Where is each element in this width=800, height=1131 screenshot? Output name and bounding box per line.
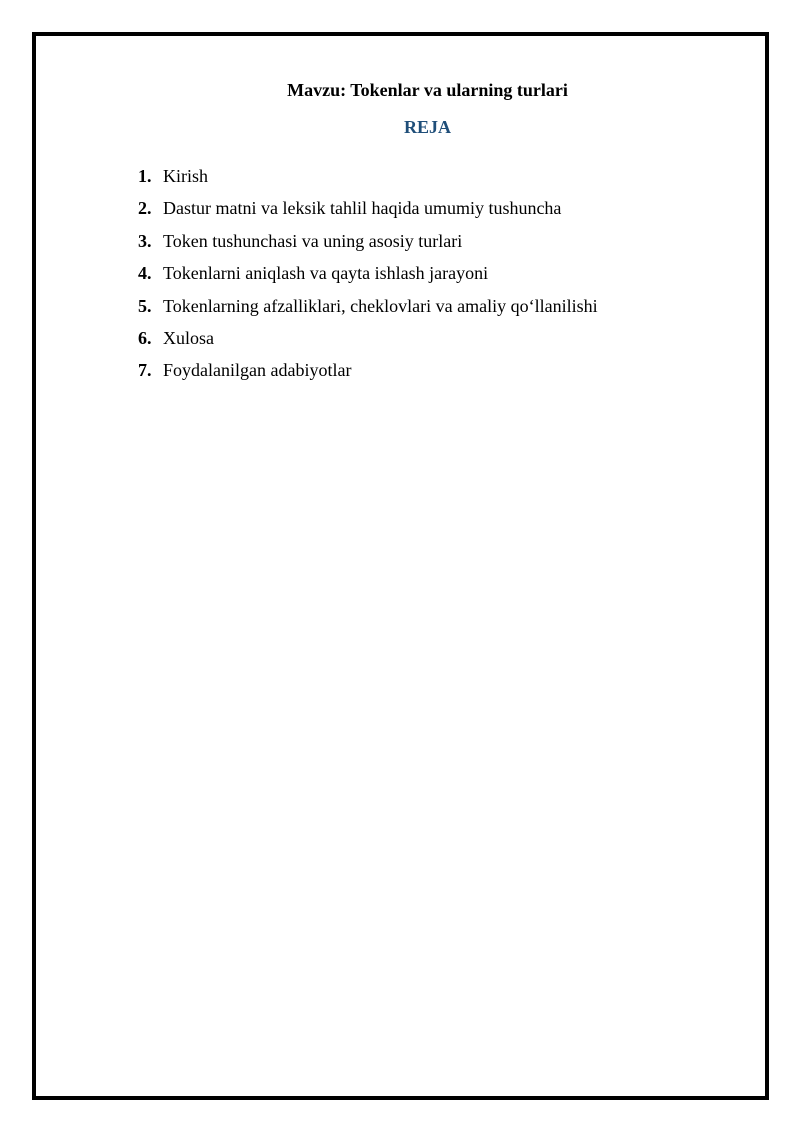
document-title: Mavzu: Tokenlar va ularning turlari [287,80,568,100]
plan-heading: REJA [403,117,451,137]
plan-item-text: Foydalanilgan adabiyotlar [163,360,352,381]
plan-item-number: 1. [138,166,152,186]
plan-item-text: Xulosa [163,327,214,348]
plan-item [138,196,598,228]
plan-item-number: 6. [138,327,152,348]
plan-item [138,326,598,358]
plan-item-text: Token tushunchasi va uning asosiy turlari [163,230,463,251]
plan-item-text: Kirish [163,166,208,186]
plan-item-number: 7. [138,360,152,381]
plan-item [138,261,598,293]
plan-item-number: 5. [138,295,152,316]
plan-item-text: Dastur matni va leksik tahlil haqida umumiy tushuncha [163,198,562,219]
plan-item [138,164,598,196]
plan-item [138,229,598,261]
plan-item-text: Tokenlarning afzalliklari, cheklovlari va amaliy qo‘llanilishi [163,295,598,316]
plan-item [138,358,598,390]
plan-item-text: Tokenlarni aniqlash va qayta ishlash jarayoni [163,263,489,284]
plan-item-number: 4. [138,263,152,284]
plan-item-number: 2. [138,198,152,219]
plan-item-number: 3. [138,230,152,251]
plan-item [138,294,598,326]
plan-list [138,164,598,391]
